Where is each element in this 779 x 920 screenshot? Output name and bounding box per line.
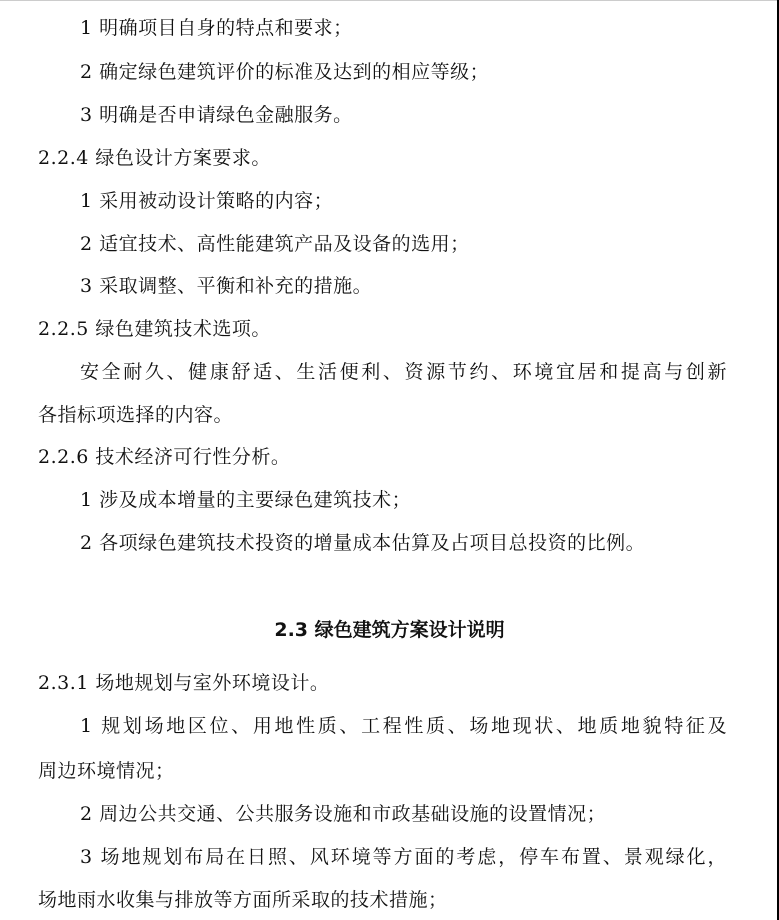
page-top-edge <box>0 0 779 1</box>
list-item-2: 2 确定绿色建筑评价的标准及达到的相应等级； <box>80 61 490 83</box>
list-item-3: 3 场地规划布局在日照、风环境等方面的考虑，停车布置、景观绿化， <box>80 846 727 868</box>
list-item-2: 2 各项绿色建筑技术投资的增量成本估算及占项目总投资的比例。 <box>80 532 646 554</box>
section-heading-2-2-5: 2.2.5 绿色建筑技术选项。 <box>38 318 271 340</box>
paragraph-line: 周边环境情况； <box>38 760 175 782</box>
chapter-heading-2-3: 2.3 绿色建筑方案设计说明 <box>274 619 505 641</box>
list-item-1: 1 规划场地区位、用地性质、工程性质、场地现状、地质地貌特征及 <box>80 715 727 737</box>
list-item-3: 3 采取调整、平衡和补充的措施。 <box>80 275 373 297</box>
paragraph-line: 场地雨水收集与排放等方面所采取的技术措施； <box>38 889 448 911</box>
paragraph-line: 各指标项选择的内容。 <box>38 404 234 426</box>
list-item-2: 2 周边公共交通、公共服务设施和市政基础设施的设置情况； <box>80 803 607 825</box>
list-item-1: 1 明确项目自身的特点和要求； <box>80 17 353 39</box>
list-item-1: 1 采用被动设计策略的内容； <box>80 190 334 212</box>
list-item-1: 1 涉及成本增量的主要绿色建筑技术； <box>80 489 412 511</box>
section-heading-2-2-4: 2.2.4 绿色设计方案要求。 <box>38 147 271 169</box>
list-item-2: 2 适宜技术、高性能建筑产品及设备的选用； <box>80 233 470 255</box>
section-heading-2-2-6: 2.2.6 技术经济可行性分析。 <box>38 446 291 468</box>
paragraph-line: 安全耐久、健康舒适、生活便利、资源节约、环境宜居和提高与创新 <box>80 361 727 383</box>
section-heading-2-3-1: 2.3.1 场地规划与室外环境设计。 <box>38 672 330 694</box>
list-item-3: 3 明确是否申请绿色金融服务。 <box>80 104 353 126</box>
